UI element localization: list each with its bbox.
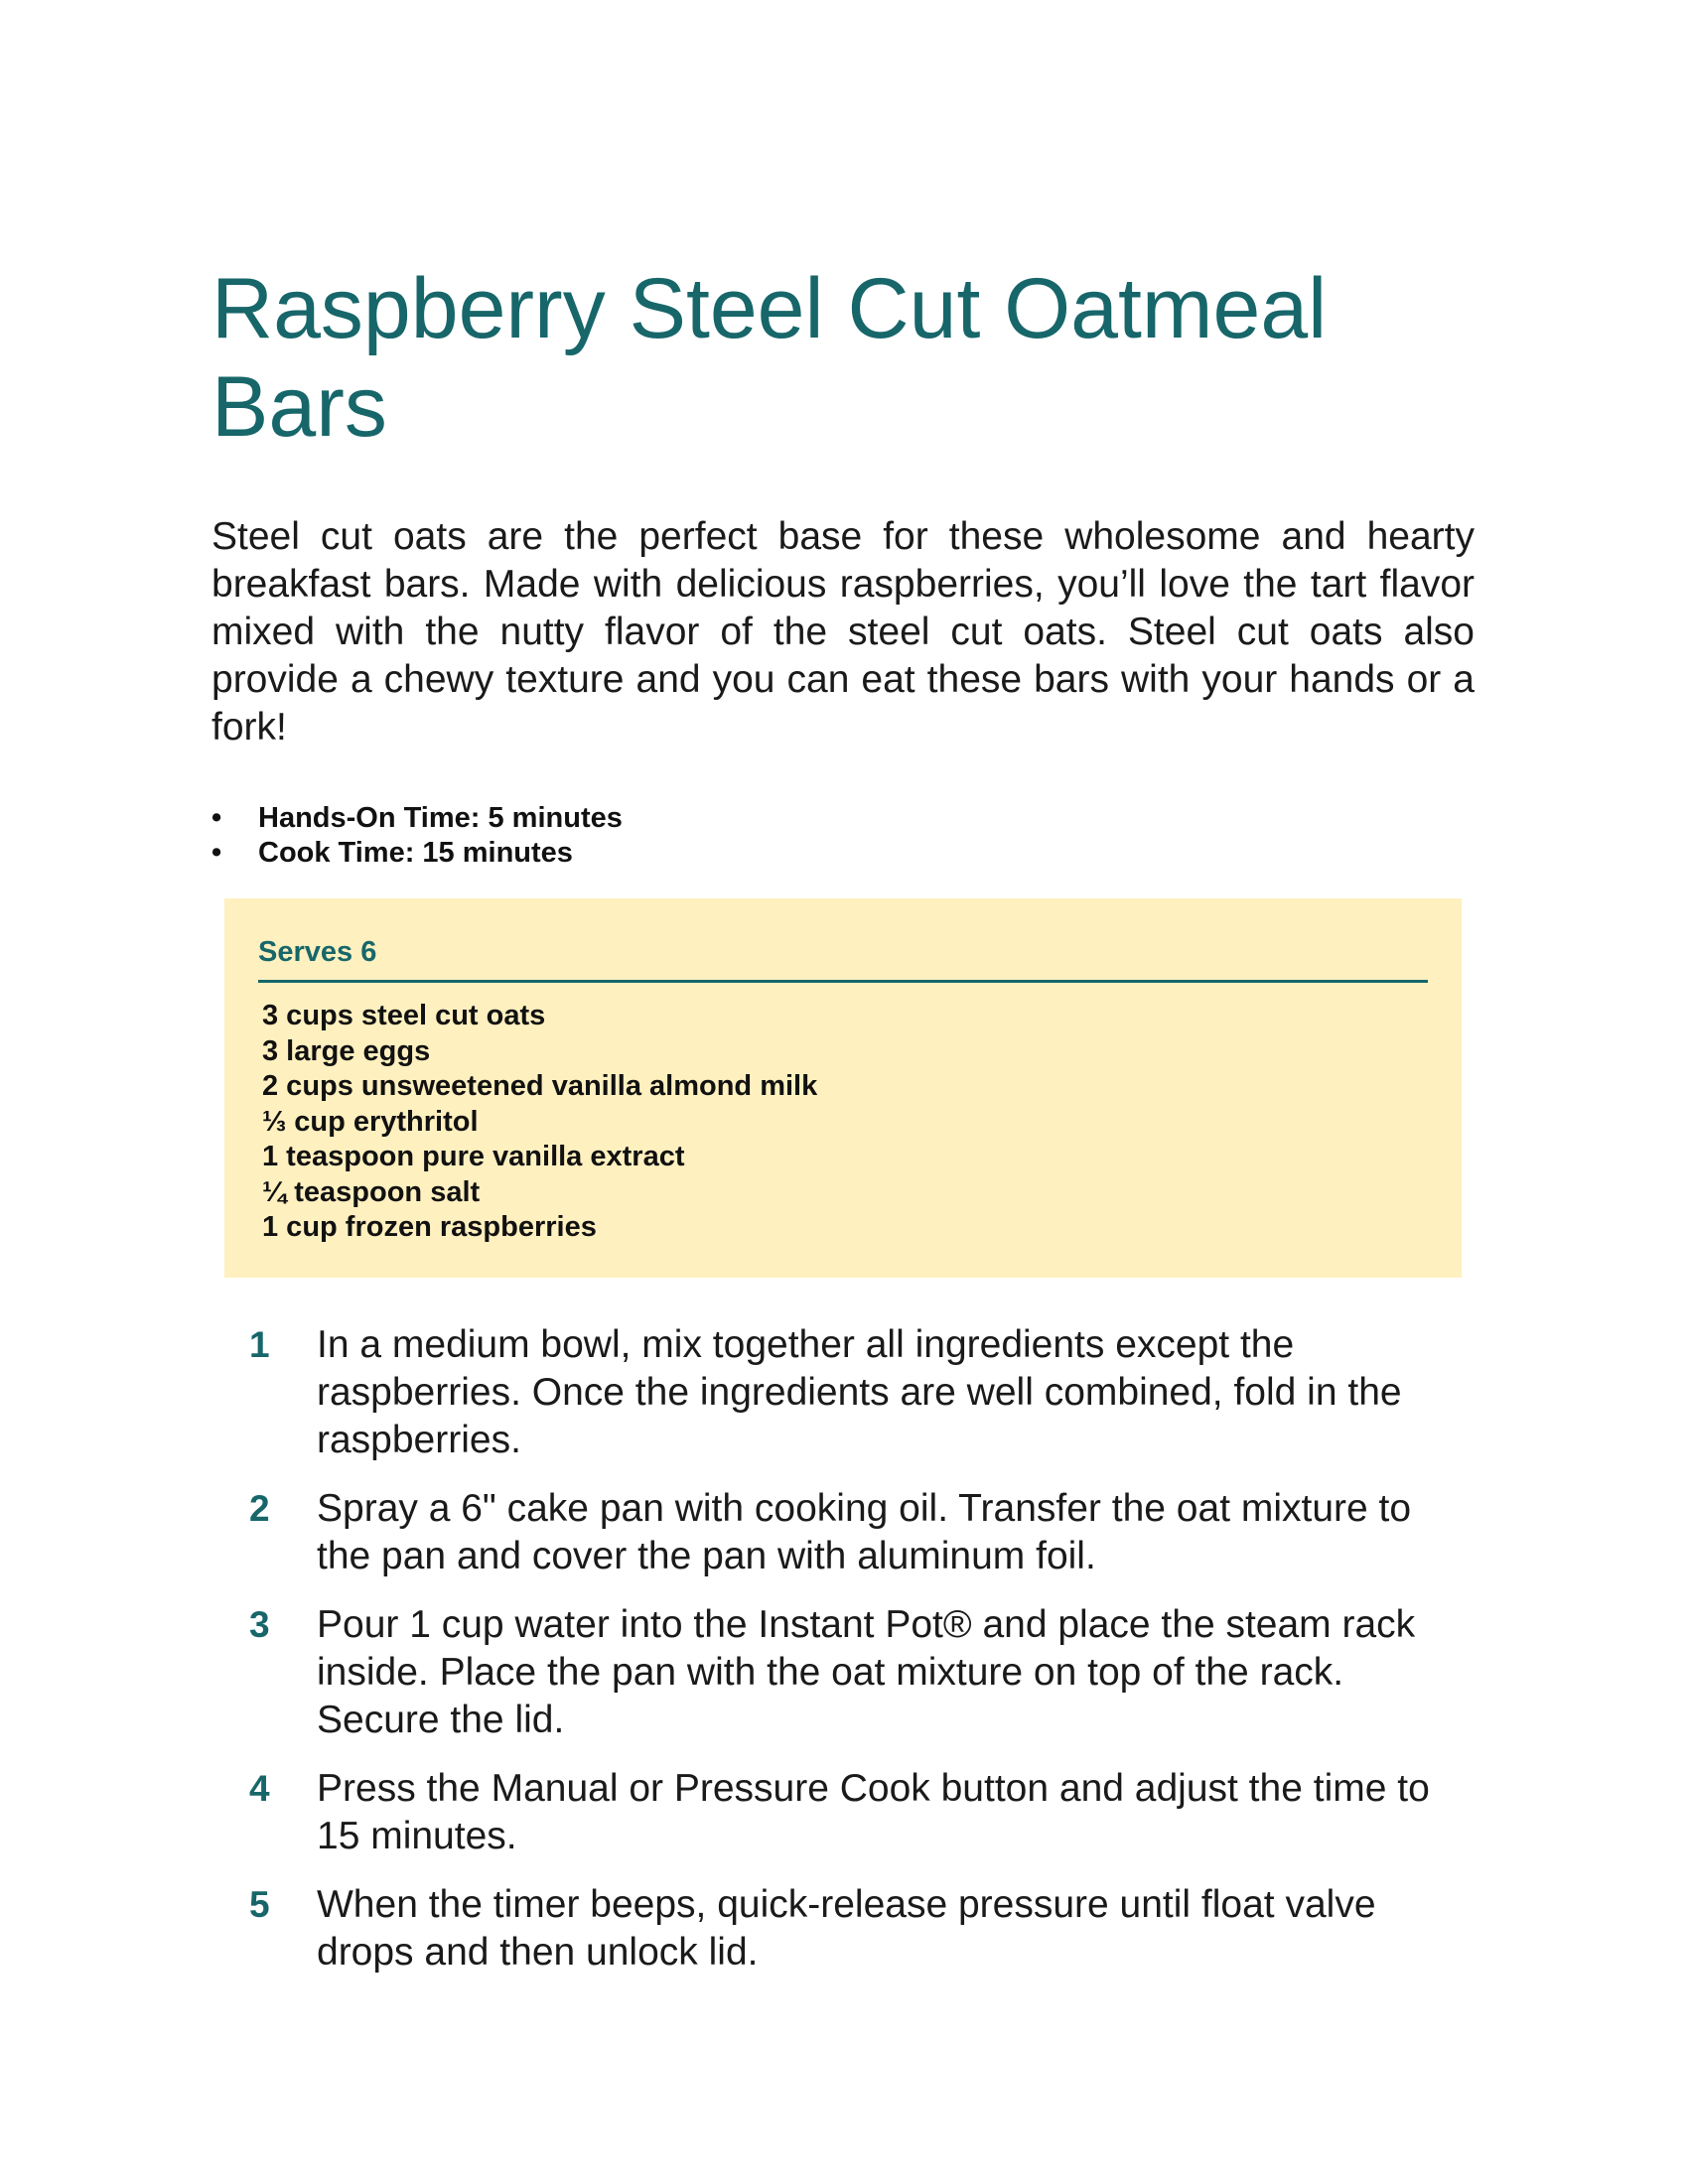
ingredient-item: 1 cup frozen raspberries — [262, 1211, 597, 1243]
step-text: Spray a 6" cake pan with cooking oil. Transfer the oat mixture to the pan and cover the pan with aluminum foil. — [317, 1486, 1412, 1577]
step-item — [249, 1601, 1475, 1744]
step-item — [249, 1881, 1475, 1977]
step-text: When the timer beeps, quick-release pressure until float valve drops and then unlock lid. — [317, 1882, 1376, 1974]
recipe-intro: Steel cut oats are the perfect base for these wholesome and hearty breakfast bars. Made with delicious raspberries, you’ll love the tart flavor mixed with the nutty flavor of the steel cut oats. Steel cut oats also provide a chewy texture and you can eat these bars with your hands or a fork! — [211, 515, 1475, 749]
instruction-steps — [249, 1321, 1475, 1977]
step-text: In a medium bowl, mix together all ingredients except the raspberries. Once the ingredients are well combined, fold in the raspberries. — [317, 1322, 1402, 1461]
hands-on-time — [211, 801, 1475, 836]
ingredient-item: 3 cups steel cut oats — [262, 1000, 546, 1031]
time-info-list — [211, 801, 1475, 871]
cook-time-text: Cook Time: 15 minutes — [258, 837, 573, 869]
serves-heading: Serves 6 — [258, 934, 1428, 983]
bullet-icon: • — [211, 802, 222, 834]
step-number: 4 — [249, 1767, 270, 1809]
step-text: Press the Manual or Pressure Cook button and adjust the time to 15 minutes. — [317, 1766, 1430, 1857]
ingredients-box — [224, 898, 1462, 1278]
recipe-page — [211, 260, 1475, 1997]
step-item — [249, 1485, 1475, 1580]
ingredient-item: ⅓ cup erythritol — [262, 1105, 479, 1138]
ingredient-list — [262, 999, 1428, 1246]
step-number: 2 — [249, 1487, 270, 1529]
step-text: Pour 1 cup water into the Instant Pot® and place the steam rack inside. Place the pan with the oat mixture on top of the rack. Secure the lid. — [317, 1602, 1416, 1741]
ingredient-item: 3 large eggs — [262, 1034, 431, 1067]
ingredient-item: ¼ teaspoon salt — [262, 1175, 481, 1208]
hands-on-time-text: Hands-On Time: 5 minutes — [258, 802, 623, 834]
bullet-icon: • — [211, 837, 222, 869]
step-number: 5 — [249, 1883, 270, 1925]
ingredient-item: 1 teaspoon pure vanilla extract — [262, 1141, 685, 1172]
step-number: 3 — [249, 1603, 270, 1645]
step-item — [249, 1765, 1475, 1860]
step-number: 1 — [249, 1323, 270, 1365]
cook-time — [211, 836, 1475, 871]
ingredient-item: 2 cups unsweetened vanilla almond milk — [262, 1070, 818, 1102]
recipe-title: Raspberry Steel Cut Oatmeal Bars — [211, 261, 1328, 455]
step-item — [249, 1321, 1475, 1464]
